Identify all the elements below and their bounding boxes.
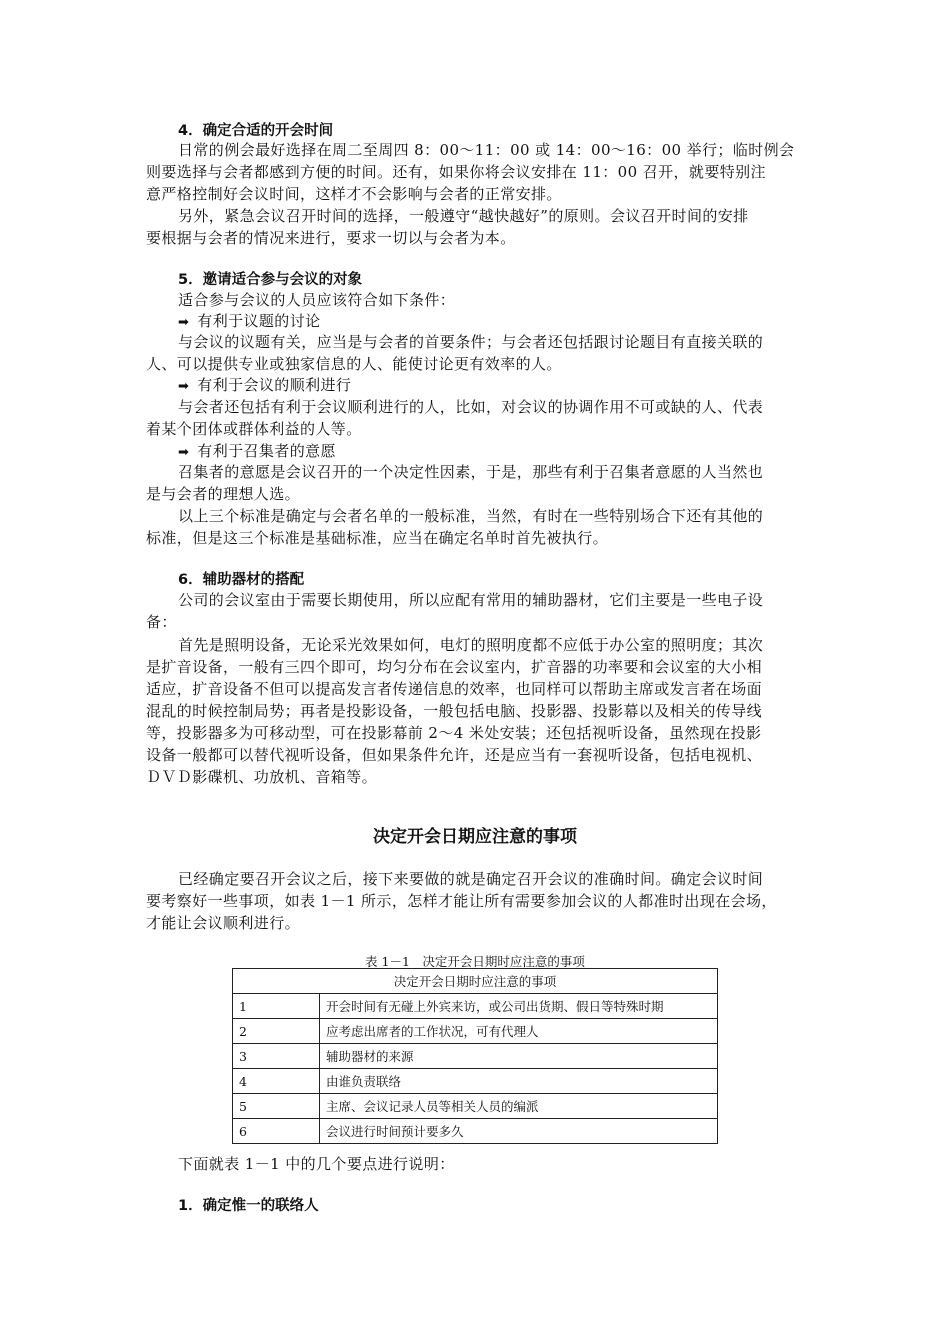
- after-table-line: 下面就表 1－1 中的几个要点进行说明：: [178, 1155, 455, 1173]
- bullet-label: 有利于召集者的意愿: [197, 442, 336, 460]
- section5-line: 与会议的议题有关，应当是与会者的首要条件；与会者还包括跟讨论题目有直接关联的: [178, 333, 764, 351]
- considerations-table: [232, 968, 718, 1144]
- row-number: 3: [233, 1044, 320, 1069]
- arrow-right-icon: ➡: [178, 379, 190, 394]
- bullet-label: 有利于议题的讨论: [197, 312, 321, 330]
- table-row: [233, 1094, 718, 1119]
- section5-line: 与会者还包括有利于会议顺利进行的人，比如，对会议的协调作用不可或缺的人、代表: [178, 398, 764, 416]
- table-row: [233, 1019, 718, 1044]
- row-number: 5: [233, 1094, 320, 1119]
- section4-heading: 4．确定合适的开会时间: [178, 123, 334, 139]
- bullet-item: [178, 310, 321, 331]
- row-text: 辅助器材的来源: [320, 1044, 718, 1069]
- section5-line: 人、可以提供专业或独家信息的人、能使讨论更有效率的人。: [146, 355, 562, 373]
- arrow-right-icon: ➡: [178, 445, 190, 460]
- bullet-item: [178, 374, 351, 395]
- section4-line: 要根据与会者的情况来进行，要求一切以与会者为本。: [146, 229, 516, 247]
- row-number: 2: [233, 1019, 320, 1044]
- bullet-item: [178, 440, 336, 461]
- section6-heading: 6．辅助器材的搭配: [178, 572, 305, 588]
- section5-intro: 适合参与会议的人员应该符合如下条件：: [178, 291, 456, 309]
- section5-line: 着某个团体或群体利益的人等。: [146, 420, 362, 438]
- table-header: 决定开会日期时应注意的事项: [233, 969, 718, 994]
- row-number: 4: [233, 1069, 320, 1094]
- section5-line: 召集者的意愿是会议召开的一个决定性因素，于是，那些有利于召集者意愿的人当然也: [178, 463, 764, 481]
- section4-line: 另外，紧急会议召开时间的选择，一般遵守“越快越好”的原则。会议召开时间的安排: [178, 207, 749, 225]
- intro-line: 才能让会议顺利进行。: [146, 914, 301, 932]
- table-caption: 表 1－1 决定开会日期时应注意的事项: [365, 954, 585, 969]
- table-header-row: [233, 969, 718, 994]
- section4-line: 意严格控制好会议时间，这样才不会影响与会者的正常安排。: [146, 185, 562, 203]
- section6-line: 公司的会议室由于需要长期使用，所以应配有常用的辅助器材，它们主要是一些电子设: [178, 591, 764, 609]
- section6-line: 等，投影器多为可移动型，可在投影幕前 2～4 米处安装；还包括视听设备，虽然现在投影: [146, 724, 762, 742]
- section4-line: 日常的例会最好选择在周二至周四 8：00～11：00 或 14：00～16：00 举行；临时例会: [178, 141, 795, 159]
- section5-heading: 5．邀请适合参与会议的对象: [178, 272, 363, 288]
- row-text: 会议进行时间预计要多久: [320, 1119, 718, 1144]
- table-row: [233, 1044, 718, 1069]
- section6-line: 混乱的时候控制局势；再者是投影设备，一般包括电脑、投影器、投影幕以及相关的传导线: [146, 702, 763, 720]
- row-number: 6: [233, 1119, 320, 1144]
- page-title: 决定开会日期应注意的事项: [373, 827, 577, 847]
- section5-line: 标准，但是这三个标准是基础标准，应当在确定名单时首先被执行。: [146, 529, 609, 547]
- table-row: [233, 1119, 718, 1144]
- table-row: [233, 1069, 718, 1094]
- section6-line: 首先是照明设备，无论采光效果如何，电灯的照明度都不应低于办公室的照明度；其次: [178, 636, 764, 654]
- row-text: 主席、会议记录人员等相关人员的编派: [320, 1094, 718, 1119]
- intro-line: 已经确定要召开会议之后，接下来要做的就是确定召开会议的准确时间。确定会议时间: [178, 870, 764, 888]
- section6-line: 备：: [146, 613, 177, 631]
- arrow-right-icon: ➡: [178, 315, 190, 330]
- final-heading: 1．确定惟一的联络人: [178, 1198, 319, 1214]
- section5-line: 以上三个标准是确定与会者名单的一般标准，当然，有时在一些特别场合下还有其他的: [178, 507, 764, 525]
- row-text: 应考虑出席者的工作状况，可有代理人: [320, 1019, 718, 1044]
- row-number: 1: [233, 994, 320, 1019]
- section6-line: 是扩音设备，一般有三四个即可，均匀分布在会议室内，扩音器的功率要和会议室的大小相: [146, 658, 763, 676]
- section4-line: 则要选择与会者都感到方便的时间。还有，如果你将会议安排在 11：00 召开，就要特别注: [146, 163, 766, 181]
- section5-line: 是与会者的理想人选。: [146, 485, 301, 503]
- row-text: 由谁负责联络: [320, 1069, 718, 1094]
- table-row: [233, 994, 718, 1019]
- row-text: 开会时间有无碰上外宾来访，或公司出货期、假日等特殊时期: [320, 994, 718, 1019]
- intro-line: 要考察好一些事项，如表 1－1 所示，怎样才能让所有需要参加会议的人都准时出现在会场，: [146, 892, 777, 910]
- section6-line: 适应，扩音设备不但可以提高发言者传递信息的效率，也同样可以帮助主席或发言者在场面: [146, 680, 763, 698]
- bullet-label: 有利于会议的顺利进行: [197, 376, 352, 394]
- section6-line: ＤＶＤ影碟机、功放机、音箱等。: [146, 768, 378, 786]
- section6-line: 设备一般都可以替代视听设备，但如果条件允许，还是应当有一套视听设备，包括电视机、: [146, 746, 763, 764]
